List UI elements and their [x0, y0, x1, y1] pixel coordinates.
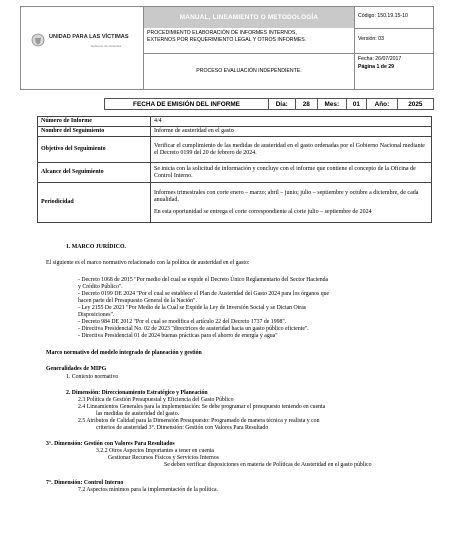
legal-item: - Directiva Presidencial 01 de 2024 buenas prácticas para el ahorro de energía y agua" [78, 333, 278, 339]
list-item: las medidas de austeridad del gasto. [96, 411, 180, 417]
row-value [151, 183, 432, 223]
periodicity-note: En esta oportunidad se entrega el corte correspondiente al corte julio – septiembre de 2024 [154, 208, 372, 215]
list-item: 2.3 Política de Gestión Presupuestal y Eficiencia del Gasto Público [78, 397, 234, 403]
legal-item: - Decreto 0199 DE 2024 "Por el cual se establece el Plan de Austeridad del Gasto 2024 para los órganos que [78, 291, 330, 297]
document-header [20, 6, 434, 90]
process-area: PROCESO EVALUACIÓN INDEPENDIENTE. [196, 68, 302, 74]
emission-label: FECHA DE EMISIÓN DEL INFORME [105, 99, 269, 109]
year-value: 2025 [408, 100, 423, 108]
table-row [38, 127, 432, 137]
row-value: 4/4 [151, 117, 432, 127]
document-date: Fecha: 26/07/2017 [358, 56, 402, 62]
document-control [355, 7, 433, 89]
table-row [38, 117, 432, 127]
document-code: Código: 150.19.15-10 [358, 13, 408, 19]
row-key: Número de Informe [38, 117, 151, 127]
coat-of-arms-icon [31, 33, 45, 47]
legal-item: - Decreto 1068 de 2015 "Por medio del cual se expide el Decreto Único Reglamentario del Sector Hacienda [78, 277, 329, 283]
list-item: 7.2 Aspectos mínimos para la implementación de la política. [78, 487, 219, 493]
day-value: 28 [296, 99, 319, 109]
table-row [38, 163, 432, 183]
row-value: Se inicia con la solicitud de información y concluye con el informe que contiene el concepto de la Oficina de Control Interno. [151, 163, 432, 183]
divider [355, 53, 433, 54]
row-value: Verificar el cumplimiento de las medidas de austeridad en el gasto ordenadas por el Gobierno Nacional mediante el Decreto 0199 del 20 de febrero de 2024. [151, 137, 432, 163]
document-version: Versión: 03 [358, 36, 384, 42]
list-item: 2.5 Atributos de Calidad para la Dimensión Presupuesto: Programado de manera técnica y realista y con [78, 418, 320, 424]
section-heading: 1. MARCO JURÍDICO. [66, 244, 126, 250]
document-type-band: MANUAL, LINEAMIENTO O METODOLOGÍA [144, 7, 354, 28]
divider [144, 53, 354, 54]
list-item: 2.4 Lineamientos Generales para la implementación: Se debe programar el presupuesto teniendo en cuenta [78, 404, 326, 410]
section-heading: Marco normativo del modelo integrado de planeación y gestión [46, 350, 202, 356]
legal-item: Disposiciones". [78, 312, 115, 318]
entity-logo [21, 7, 144, 89]
legal-item: - Decreto 984 DE 2012 "Por el cual se modifica el artículo 22 del Decreto 1737 de 1998". [78, 319, 287, 325]
year-label: Año: [367, 99, 397, 109]
legal-item: hacen parte del Presupuesto General de la Nación". [78, 298, 197, 304]
month-label: Mes: [318, 99, 346, 109]
report-info-table [37, 116, 432, 223]
legal-item: - Ley 2155 De 2021 "Por Medio de la Cual se Expide la Ley de Inversión Social y se Dictan Otras [78, 305, 307, 311]
section-heading: Generalidades de MIPG [46, 366, 107, 372]
row-key: Objetivo del Seguimiento [38, 137, 151, 163]
row-value: Informe de austeridad en el gasto [151, 127, 432, 137]
row-key: Alcance del Seguimiento [38, 163, 151, 183]
legal-item: - Directiva Presidencial No. 02 de 2023 "directrices de austeridad hacia un gasto público eficiente". [78, 326, 309, 332]
procedure-line-2: EXTERNOS POR REQUERIMIENTO LEGAL Y OTROS INFORMES. [147, 37, 307, 43]
section-heading: 7°. Dimensión: Control Interno [46, 480, 124, 486]
list-item: criterios de austeridad 3°. Dimensión: Gestión con Valores Para Resultado [96, 425, 269, 431]
day-label: Día: [269, 99, 296, 109]
divider [355, 28, 433, 29]
entity-name: UNIDAD PARA LAS VÍCTIMAS [49, 34, 129, 40]
procedure-line-1: PROCEDIMIENTO ELABORACIÓN DE INFORMES INTERNOS, [147, 30, 297, 36]
list-item: 3.2.2 Otros Aspectos Importantes a tener en cuenta [96, 448, 214, 454]
list-item: 2. Dimensión: Direccionamiento Estratégico y Planeación [66, 390, 208, 396]
section-heading: 3°. Dimensión: Gestión con Valores Para Resultados [46, 441, 175, 447]
list-item: Se deben verificar disposiciones en materia de Políticas de Austeridad en el gasto público [164, 462, 372, 468]
header-middle [144, 7, 355, 89]
emission-date-row [104, 98, 434, 110]
entity-subtitle: Gobierno de Colombia [91, 44, 122, 48]
procedure-title [147, 30, 351, 44]
table-row [38, 137, 432, 163]
periodicity-text: Informes trimestrales con corte enero – marzo; abril – junio; julio – septiembre y octubre a diciembre, de cada anualidad. [154, 189, 419, 203]
table-row [38, 183, 432, 223]
list-item: Gestionar Recursos Físicos y Servicios Internos [108, 455, 219, 461]
row-key: Nombre del Seguimiento [38, 127, 151, 137]
page-number: Página 1 de 29 [358, 64, 395, 70]
legal-item: y Crédito Público". [78, 284, 123, 290]
body-text: El siguiente es el marco normativo relacionado con la política de austeridad en el gasto: [46, 260, 250, 266]
list-item: 1. Contexto normativo [66, 374, 119, 380]
row-key: Periodicidad [38, 183, 151, 223]
month-value: 01 [347, 99, 368, 109]
